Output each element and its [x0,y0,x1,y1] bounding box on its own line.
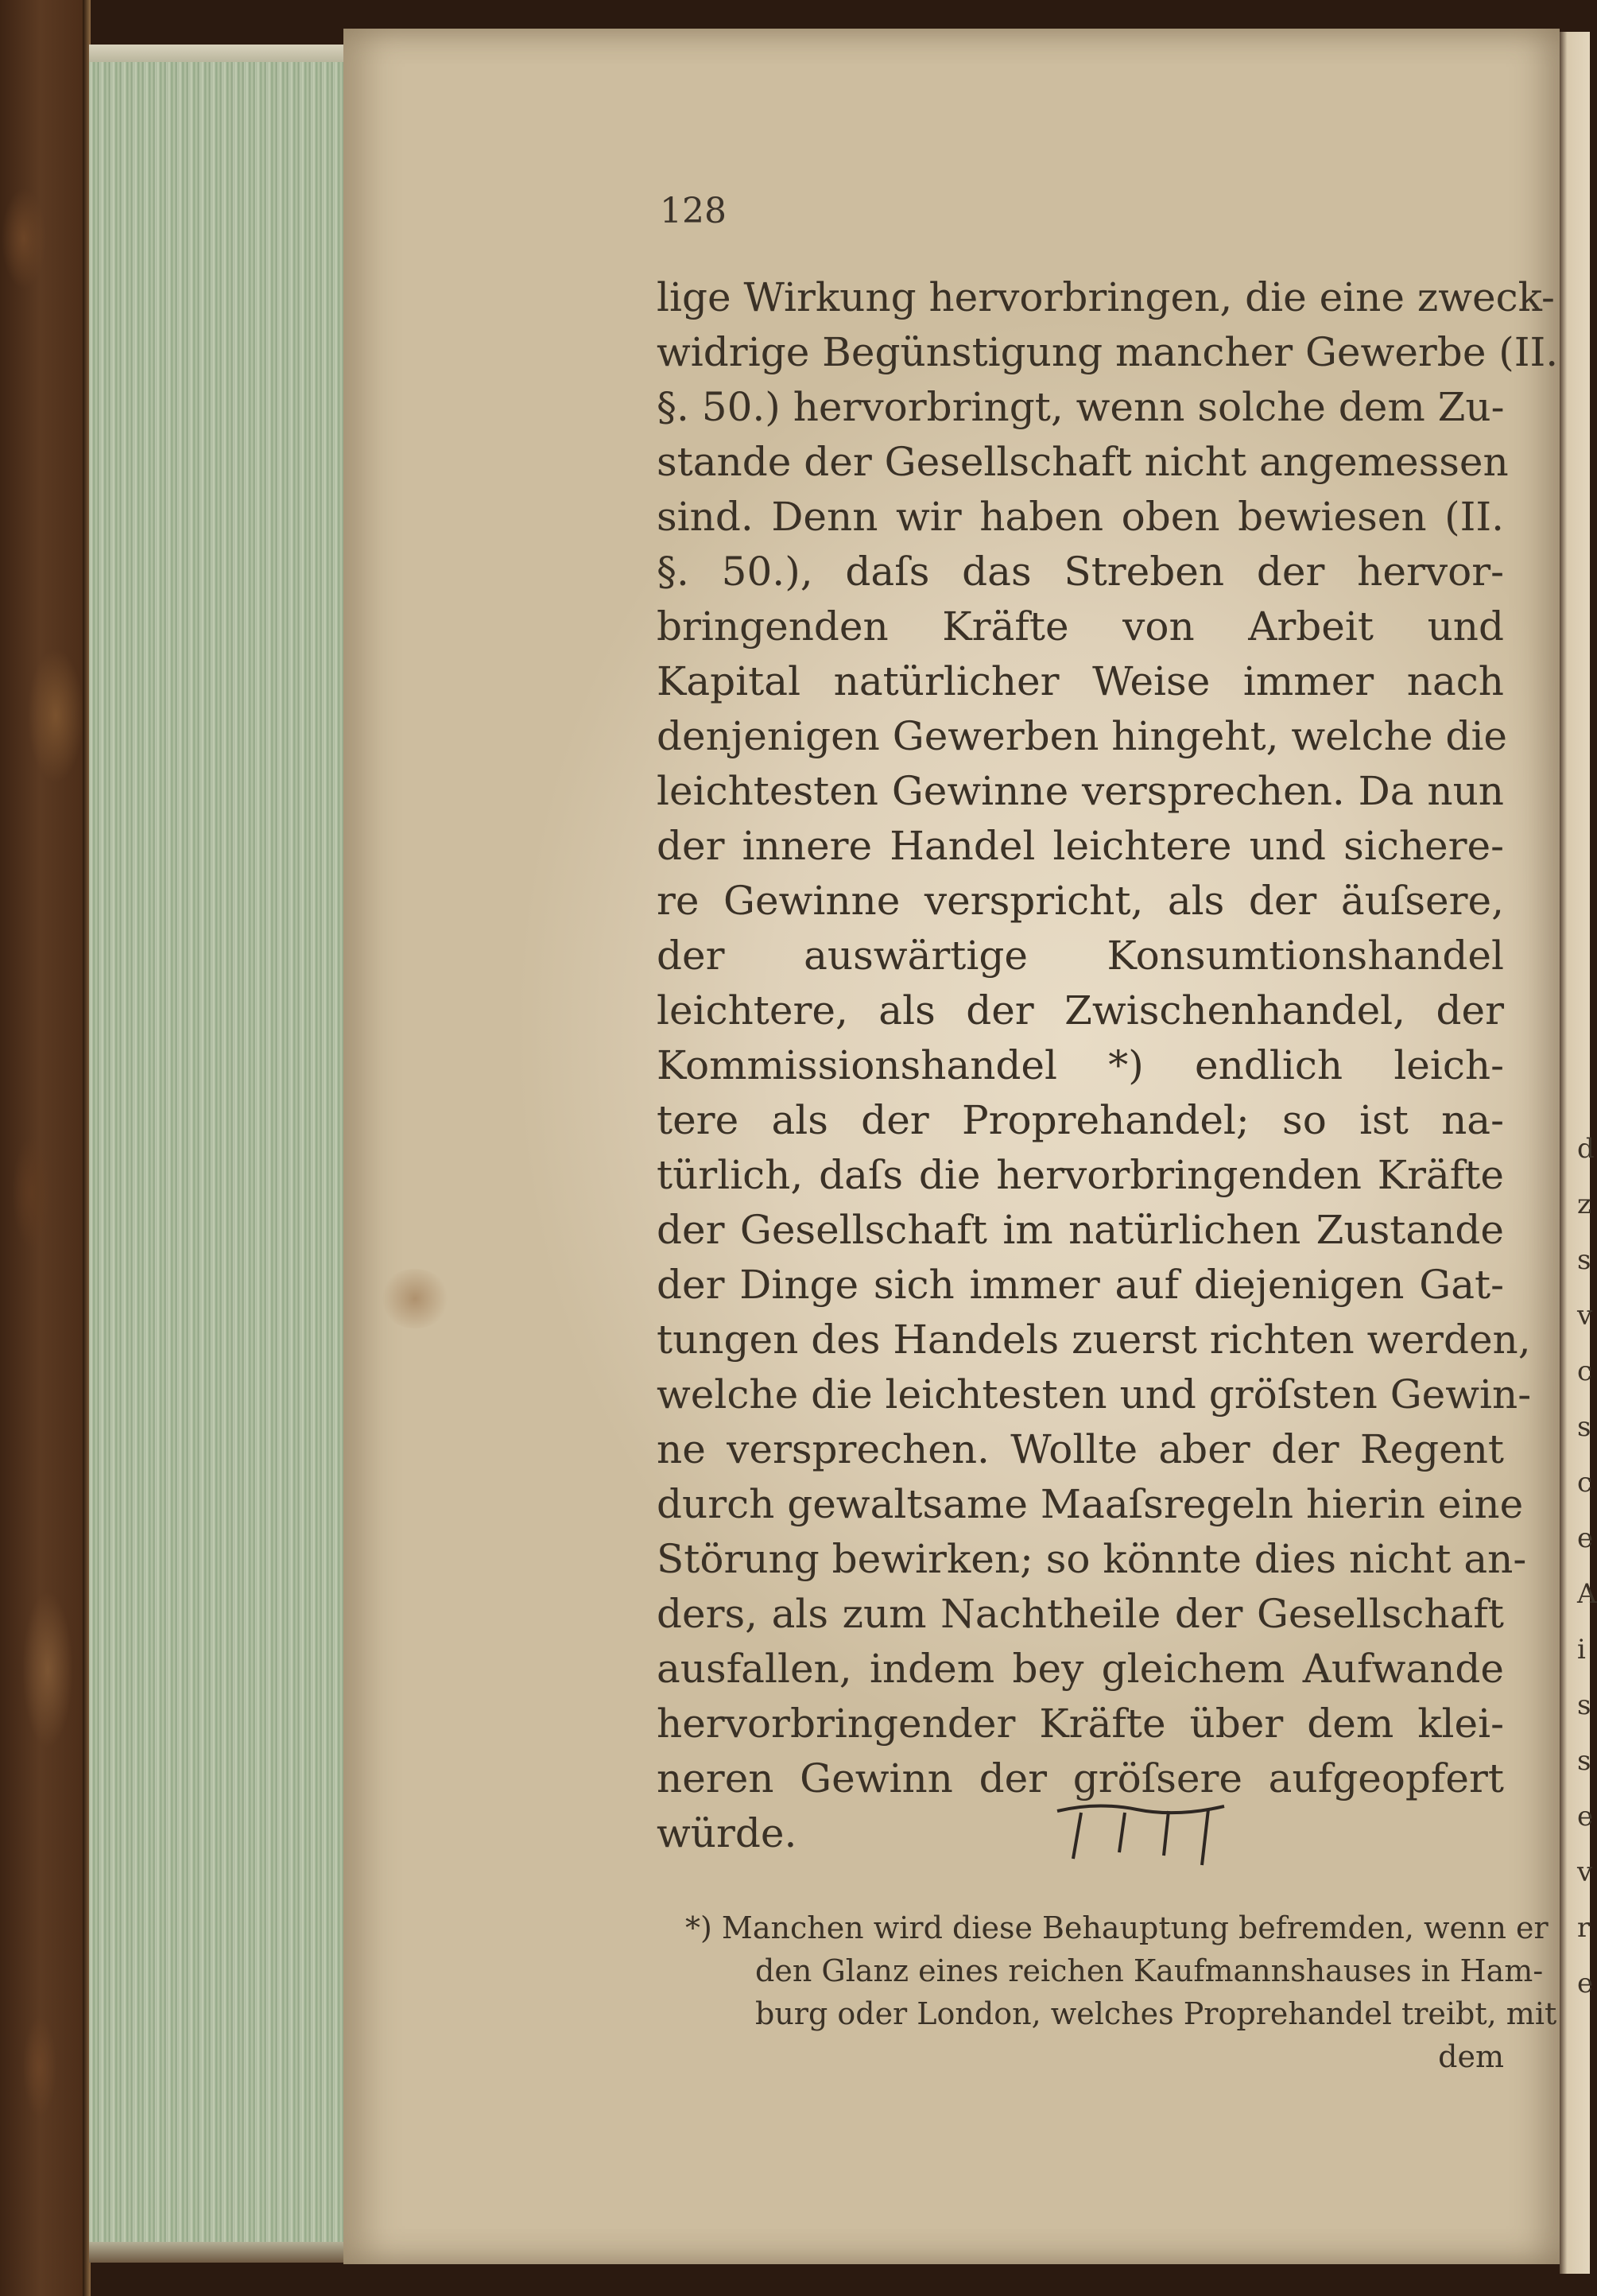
text-line: leichtesten Gewinne versprechen. Da nun [657,768,1504,814]
text-line: bringenden Kräfte von Arbeit und [657,603,1504,650]
text-line: der Gesellschaft im natürlichen Zustande [657,1207,1504,1253]
footnote-catchword: dem [1438,2039,1504,2074]
text-line: ausfallen, indem bey gleichem Aufwande [657,1646,1504,1692]
text-line: tungen des Handels zuerst richten werden, [657,1317,1531,1363]
text-line: §. 50.), daſs das Streben der hervor- [657,549,1504,595]
text-line: stande der Gesellschaft nicht angemessen [657,439,1509,485]
book-cover-marbled [0,0,89,2296]
facing-page-letter: z [1577,1189,1591,1220]
handwritten-underline-mark [1049,1795,1232,1867]
text-line: türlich, daſs die hervorbringenden Kräfte [657,1152,1504,1198]
text-line: re Gewinne verspricht, als der äuſsere, [657,878,1504,924]
facing-page-letter: v [1577,1856,1593,1888]
facing-page-letter: e [1577,1522,1594,1554]
page-block-bottom [89,2242,343,2263]
facing-page-letter: d [1577,1133,1595,1165]
text-line: würde. [657,1810,797,1856]
footnote-line: den Glanz eines reichen Kaufmannshauses in Ham- [755,1953,1544,1988]
facing-page-letter: c [1577,1467,1593,1499]
text-line: tere als der Proprehandel; so ist na- [657,1097,1504,1143]
footnote-line: burg oder London, welches Proprehandel treibt, mit [755,1996,1557,2031]
text-line: hervorbringender Kräfte über dem klei- [657,1701,1504,1747]
facing-page-letter: s [1577,1244,1591,1276]
footnote-line: *) Manchen wird diese Behauptung befremden, wenn er [685,1910,1549,1945]
text-line: denjenigen Gewerben hingeht, welche die [657,713,1508,759]
text-line: widrige Begünstigung mancher Gewerbe (II. [657,329,1559,375]
facing-page-letter: s [1577,1745,1591,1777]
facing-page-letter: i [1577,1634,1586,1666]
text-line: lige Wirkung hervorbringen, die eine zweck- [657,274,1555,320]
text-line: Störung bewirken; so könnte dies nicht an- [657,1536,1527,1582]
facing-page-letter: s [1577,1689,1591,1721]
facing-page-letter: s [1577,1411,1591,1443]
page-block-top [89,45,343,62]
text-line: welche die leichtesten und gröſsten Gewin- [657,1371,1532,1418]
footnote [685,1906,1557,2078]
text-line: der auswärtige Konsumtionshandel [657,933,1504,979]
body-text [657,270,1559,1861]
text-line: ders, als zum Nachtheile der Gesellschaft [657,1591,1504,1637]
text-line: ne versprechen. Wollte aber der Regent [657,1426,1504,1472]
text-line: Kommissionshandel *) endlich leich- [657,1042,1504,1088]
facing-page-letter: e [1577,1968,1594,1999]
facing-page-letter: A [1577,1578,1597,1610]
text-line: der Dinge sich immer auf diejenigen Gat- [657,1262,1504,1308]
text-line: der innere Handel leichtere und sichere- [657,823,1504,869]
page-stain [379,1269,451,1328]
text-line: neren Gewinn der gröſsere aufgeopfert [657,1755,1504,1802]
text-line: sind. Denn wir haben oben bewiesen (II. [657,494,1504,540]
page-number: 128 [660,191,727,231]
text-line: Kapital natürlicher Weise immer nach [657,658,1504,704]
text-line: durch gewaltsame Maaſsregeln hierin eine [657,1481,1524,1527]
facing-page-letter: c [1577,1355,1593,1387]
page-block-edges [89,45,343,2263]
facing-page-letter: r [1577,1912,1591,1944]
text-line: leichtere, als der Zwischenhandel, der [657,987,1504,1034]
text-line: §. 50.) hervorbringt, wenn solche dem Zu- [657,384,1505,430]
facing-page-letter: v [1577,1300,1593,1332]
facing-page-letter: e [1577,1801,1594,1833]
